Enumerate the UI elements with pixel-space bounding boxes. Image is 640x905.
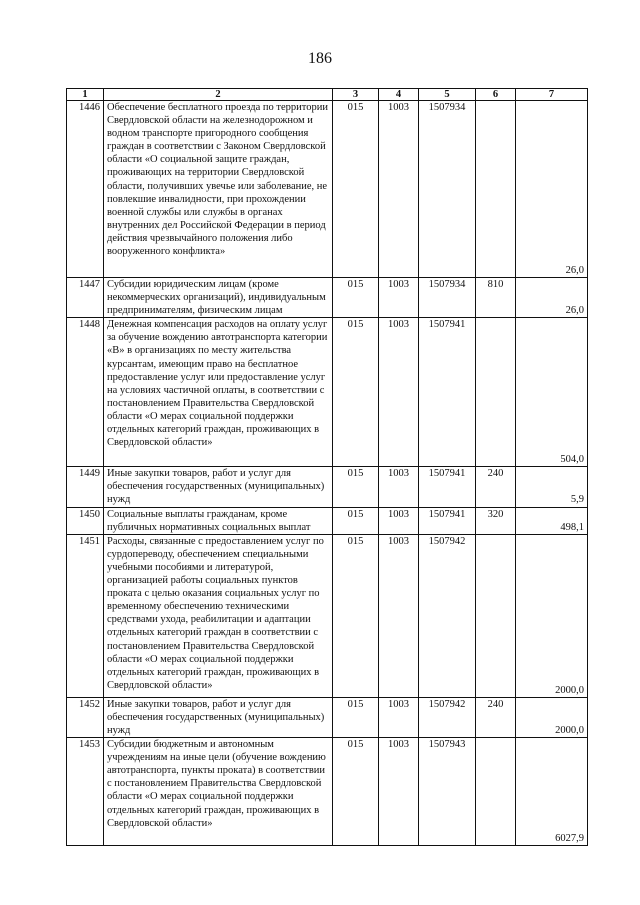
- row-description: Расходы, связанные с предоставлением услуг по сурдопереводу, обеспечением специальными учебными пособиями и литературой, организацией работы социальных пунктов проката с целью оказания социальных услуг по временному обеспечению техническими средствами ухода, реабилитации и адаптации отдельных категорий граждан в соответствии с постановлением Правительства Свердловской области «О мерах социальной поддержки отдельных категорий граждан, проживающих в Свердловской области»: [104, 534, 333, 697]
- row-number: 1452: [67, 697, 104, 737]
- table-row: [67, 534, 588, 697]
- row-amount: 2000,0: [516, 534, 588, 697]
- row-expense-type-code: 240: [476, 467, 516, 507]
- column-header: 7: [516, 89, 588, 101]
- table-header-row: [67, 89, 588, 101]
- row-description: Иные закупки товаров, работ и услуг для обеспечения государственных (муниципальных) нужд: [104, 697, 333, 737]
- row-section-code: 1003: [379, 467, 419, 507]
- row-amount: 498,1: [516, 507, 588, 534]
- table-row: [67, 101, 588, 278]
- row-section-code: 1003: [379, 318, 419, 467]
- row-ministry-code: 015: [333, 507, 379, 534]
- row-number: 1453: [67, 738, 104, 846]
- row-target-code: 1507941: [419, 507, 476, 534]
- row-expense-type-code: 240: [476, 697, 516, 737]
- row-target-code: 1507941: [419, 467, 476, 507]
- row-number: 1450: [67, 507, 104, 534]
- row-amount: 26,0: [516, 278, 588, 318]
- row-expense-type-code: [476, 101, 516, 278]
- row-description: Денежная компенсация расходов на оплату услуг за обучение вождению автотранспорта категории «В» в организациях по месту жительства курсантам, имеющим право на бесплатное предоставление услуг или предоставление услуг на условиях частичной оплаты, в соответствии с постановлением Правительства Свердловской области «О мерах социальной поддержки отдельных категорий граждан, проживающих в Свердловской области»: [104, 318, 333, 467]
- row-amount: 6027,9: [516, 738, 588, 846]
- table-row: [67, 318, 588, 467]
- row-ministry-code: 015: [333, 534, 379, 697]
- row-section-code: 1003: [379, 534, 419, 697]
- table-row: [67, 507, 588, 534]
- row-target-code: 1507934: [419, 278, 476, 318]
- row-ministry-code: 015: [333, 697, 379, 737]
- table-row: [67, 697, 588, 737]
- table-row: [67, 278, 588, 318]
- row-number: 1446: [67, 101, 104, 278]
- row-target-code: 1507942: [419, 534, 476, 697]
- row-amount: 5,9: [516, 467, 588, 507]
- row-description: Субсидии юридическим лицам (кроме некоммерческих организаций), индивидуальным предпринимателям, физическим лицам: [104, 278, 333, 318]
- row-target-code: 1507934: [419, 101, 476, 278]
- column-header: 1: [67, 89, 104, 101]
- table-row: [67, 738, 588, 846]
- row-number: 1451: [67, 534, 104, 697]
- row-number: 1447: [67, 278, 104, 318]
- row-section-code: 1003: [379, 738, 419, 846]
- row-ministry-code: 015: [333, 318, 379, 467]
- column-header: 3: [333, 89, 379, 101]
- row-section-code: 1003: [379, 101, 419, 278]
- row-target-code: 1507942: [419, 697, 476, 737]
- row-ministry-code: 015: [333, 101, 379, 278]
- row-amount: 2000,0: [516, 697, 588, 737]
- row-expense-type-code: [476, 318, 516, 467]
- row-section-code: 1003: [379, 278, 419, 318]
- row-ministry-code: 015: [333, 738, 379, 846]
- row-target-code: 1507941: [419, 318, 476, 467]
- column-header: 4: [379, 89, 419, 101]
- row-ministry-code: 015: [333, 467, 379, 507]
- row-description: Субсидии бюджетным и автономным учреждениям на иные цели (обучение вождению автотранспорта, пункты проката) в соответствии с постановлением Правительства Свердловской области «О мерах социальной поддержки отдельных категорий граждан, проживающих в Свердловской области»: [104, 738, 333, 846]
- row-amount: 26,0: [516, 101, 588, 278]
- page-number: 186: [308, 50, 332, 67]
- row-expense-type-code: 810: [476, 278, 516, 318]
- row-expense-type-code: [476, 534, 516, 697]
- row-target-code: 1507943: [419, 738, 476, 846]
- column-header: 6: [476, 89, 516, 101]
- row-description: Обеспечение бесплатного проезда по территории Свердловской области на железнодорожном и водном транспорте пригородного сообщения граждан в соответствии с Законом Свердловской области «О социальной защите граждан, проживающих на территории Свердловской области, получивших увечье или заболевание, не повлекшие инвалидности, при прохождении военной службы или службы в органах внутренних дел Российской Федерации в период действия чрезвычайного положения либо вооруженного конфликта»: [104, 101, 333, 278]
- table-row: [67, 467, 588, 507]
- budget-table: [66, 88, 588, 846]
- column-header: 2: [104, 89, 333, 101]
- row-description: Иные закупки товаров, работ и услуг для обеспечения государственных (муниципальных) нужд: [104, 467, 333, 507]
- row-number: 1449: [67, 467, 104, 507]
- row-number: 1448: [67, 318, 104, 467]
- row-ministry-code: 015: [333, 278, 379, 318]
- column-header: 5: [419, 89, 476, 101]
- row-expense-type-code: 320: [476, 507, 516, 534]
- row-section-code: 1003: [379, 697, 419, 737]
- row-expense-type-code: [476, 738, 516, 846]
- row-amount: 504,0: [516, 318, 588, 467]
- row-section-code: 1003: [379, 507, 419, 534]
- row-description: Социальные выплаты гражданам, кроме публичных нормативных социальных выплат: [104, 507, 333, 534]
